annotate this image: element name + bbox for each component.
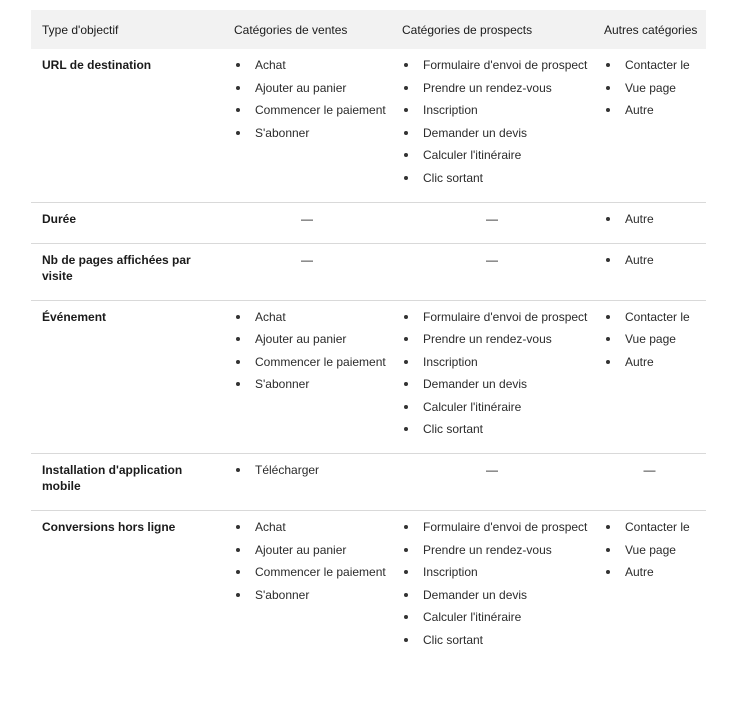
category-list-item: Clic sortant [402, 421, 593, 437]
other-categories-cell: — [643, 463, 656, 477]
sales-categories-cell: — [301, 252, 313, 267]
category-list-item: Autre [604, 102, 706, 118]
header-sales-categories: Catégories de ventes [234, 22, 348, 37]
category-list-item: Clic sortant [402, 170, 593, 186]
objective-type-cell: Conversions hors ligne [42, 520, 176, 534]
category-list-item: Achat [234, 309, 391, 325]
category-list-item: Demander un devis [402, 587, 593, 603]
category-list-item: Prendre un rendez-vous [402, 331, 593, 347]
sales-category-list [234, 462, 391, 478]
leads-categories-cell [391, 300, 593, 454]
category-list-item: Vue page [604, 542, 706, 558]
table-row [31, 49, 706, 202]
sales-categories-cell [223, 511, 391, 664]
header-row [31, 10, 706, 49]
leads-categories-cell: — [486, 252, 498, 267]
category-list-item: Télécharger [234, 462, 391, 478]
category-list-item: Formulaire d'envoi de prospect [402, 519, 593, 535]
other-category-list [604, 57, 706, 118]
category-list-item: Calculer l'itinéraire [402, 399, 593, 415]
leads-category-list [402, 57, 593, 186]
objective-categories-table [31, 10, 706, 664]
objective-type-cell: Événement [42, 309, 107, 324]
leads-category-list [402, 309, 593, 438]
category-list-item: Contacter le [604, 519, 706, 535]
other-categories-cell [593, 49, 706, 202]
table-header [31, 10, 706, 49]
category-list-item: Inscription [402, 102, 593, 118]
category-list-item: Prendre un rendez-vous [402, 542, 593, 558]
other-category-list [604, 252, 706, 268]
category-list-item: Ajouter au panier [234, 542, 391, 558]
category-list-item: Commencer le paiement [234, 354, 391, 370]
category-list-item: Ajouter au panier [234, 331, 391, 347]
other-categories-cell [593, 243, 706, 300]
category-list-item: Prendre un rendez-vous [402, 80, 593, 96]
category-list-item: Achat [234, 57, 391, 73]
category-list-item: Inscription [402, 354, 593, 370]
header-lead-categories: Catégories de prospects [402, 22, 533, 37]
category-list-item: Vue page [604, 331, 706, 347]
category-list-item: Vue page [604, 80, 706, 96]
category-list-item: Formulaire d'envoi de prospect [402, 57, 593, 73]
table-row [31, 243, 706, 300]
header-other-categories: Autres catégories [604, 22, 698, 37]
leads-categories-cell: — [486, 463, 498, 477]
category-list-item: Demander un devis [402, 376, 593, 392]
sales-category-list [234, 519, 391, 603]
category-list-item: Ajouter au panier [234, 80, 391, 96]
table-body [31, 49, 706, 664]
category-list-item: Autre [604, 252, 706, 268]
other-category-list [604, 309, 706, 370]
category-list-item: Contacter le [604, 309, 706, 325]
table-row [31, 300, 706, 454]
table-row [31, 454, 706, 511]
other-category-list [604, 211, 706, 227]
sales-categories-cell [223, 454, 391, 511]
category-list-item: Calculer l'itinéraire [402, 147, 593, 163]
category-list-item: Contacter le [604, 57, 706, 73]
sales-category-list [234, 309, 391, 393]
sales-categories-cell [223, 300, 391, 454]
category-list-item: Autre [604, 211, 706, 227]
category-list-item: Demander un devis [402, 125, 593, 141]
leads-categories-cell [391, 511, 593, 664]
other-categories-cell [593, 202, 706, 243]
category-list-item: Calculer l'itinéraire [402, 609, 593, 625]
sales-category-list [234, 57, 391, 141]
category-list-item: Autre [604, 354, 706, 370]
category-list-item: S'abonner [234, 587, 391, 603]
table-row [31, 511, 706, 664]
sales-categories-cell: — [301, 211, 313, 226]
objective-type-cell: Durée [42, 211, 77, 226]
category-list-item: S'abonner [234, 125, 391, 141]
sales-categories-cell [223, 49, 391, 202]
leads-categories-cell: — [486, 211, 498, 226]
other-categories-cell [593, 300, 706, 454]
category-list-item: Formulaire d'envoi de prospect [402, 309, 593, 325]
category-list-item: Inscription [402, 564, 593, 580]
category-list-item: Commencer le paiement [234, 102, 391, 118]
category-list-item: Commencer le paiement [234, 564, 391, 580]
header-type: Type d'objectif [42, 22, 119, 37]
other-category-list [604, 519, 706, 580]
table-row [31, 202, 706, 243]
leads-categories-cell [391, 49, 593, 202]
leads-category-list [402, 519, 593, 648]
category-list-item: Achat [234, 519, 391, 535]
category-list-item: Autre [604, 564, 706, 580]
objective-type-cell: Nb de pages affichées par visite [42, 252, 191, 283]
objective-type-cell: Installation d'application mobile [42, 463, 183, 493]
category-list-item: Clic sortant [402, 632, 593, 648]
other-categories-cell [593, 511, 706, 664]
objective-type-cell: URL de destination [42, 58, 152, 72]
category-list-item: S'abonner [234, 376, 391, 392]
